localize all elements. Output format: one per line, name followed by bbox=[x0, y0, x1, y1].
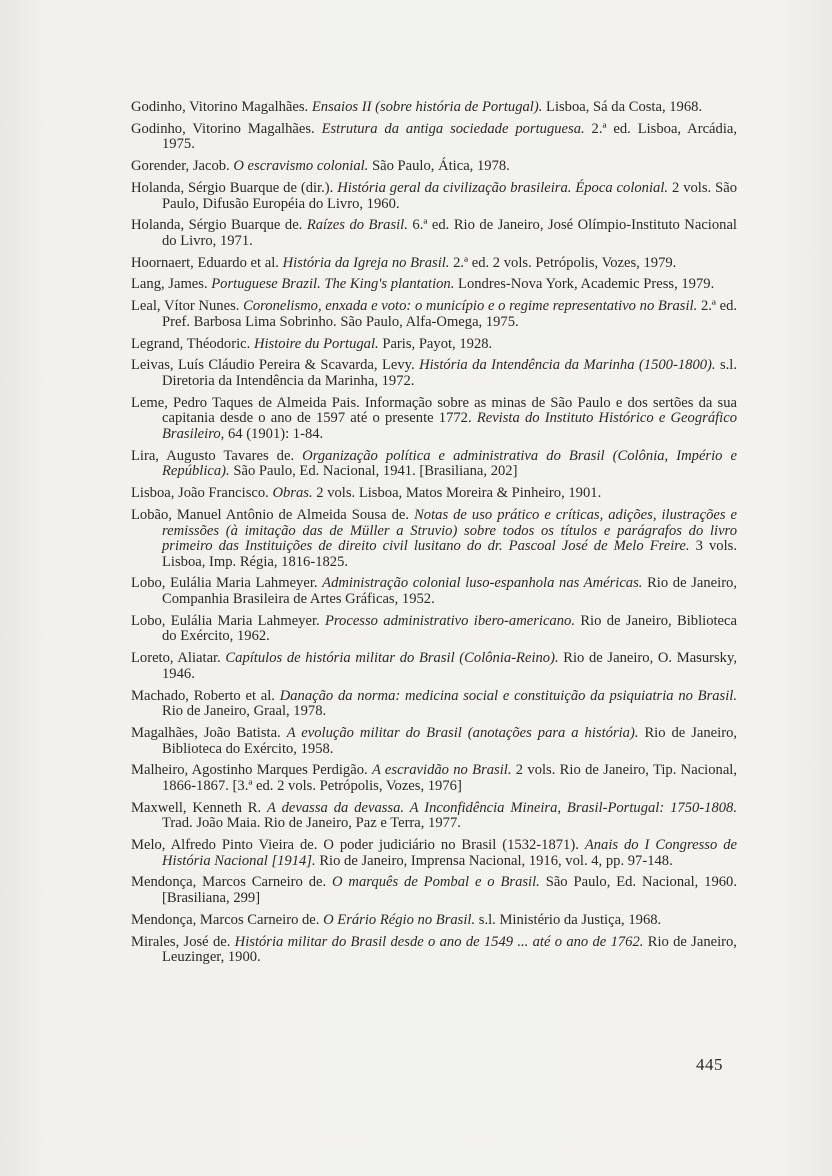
bibliography-entry bbox=[131, 614, 737, 645]
entry-author: Lobo, Eulália Maria Lahmeyer. bbox=[131, 612, 320, 629]
entry-author: Lobo, Eulália Maria Lahmeyer. bbox=[131, 575, 318, 592]
bibliography-entry bbox=[131, 801, 737, 832]
bibliography-entry bbox=[131, 913, 737, 929]
entry-title: Revista do Instituto Histórico e Geográfico Brasileiro, bbox=[162, 410, 737, 442]
entry-publication: Lisboa, Sá da Costa, 1968. bbox=[546, 99, 703, 115]
entry-author: Lobão, Manuel Antônio de Almeida Sousa de. bbox=[131, 506, 410, 523]
entry-publication: Rio de Janeiro, Biblioteca do Exército, 1958. bbox=[162, 724, 738, 757]
entry-title: O escravismo colonial. bbox=[233, 158, 369, 175]
entry-publication: 2 vols. São Paulo, Difusão Européia do Livro, 1960. bbox=[162, 179, 738, 212]
bibliography-list bbox=[131, 100, 737, 972]
entry-publication: Rio de Janeiro, Companhia Brasileira de Artes Gráficas, 1952. bbox=[162, 575, 737, 608]
entry-title: Coronelismo, enxada e voto: o município e o regime representativo no Brasil. bbox=[243, 298, 698, 315]
entry-author: Godinho, Vitorino Magalhães. bbox=[131, 99, 309, 115]
entry-author: Leal, Vítor Nunes. bbox=[131, 298, 240, 315]
entry-publication: Rio de Janeiro, O. Masursky, 1946. bbox=[162, 650, 737, 682]
entry-title: Notas de uso prático e críticas, adições, ilustrações e remissões (à imitação das de Müller a Struvio) sobre todos os títulos e parágrafos do livro primeiro das Instituições de direito civil lusitano do dr. Pascoal José de Melo Freire. bbox=[162, 506, 738, 555]
entry-author: Hoornaert, Eduardo et al. bbox=[131, 254, 279, 271]
bibliography-entry bbox=[131, 100, 737, 116]
entry-publication: Rio de Janeiro, Imprensa Nacional, 1916, vol. 4, pp. 97-148. bbox=[319, 852, 673, 869]
bibliography-entry bbox=[131, 256, 737, 272]
bibliography-entry bbox=[131, 337, 737, 353]
entry-author: Malheiro, Agostinho Marques Perdigão. bbox=[131, 762, 368, 779]
bibliography-entry bbox=[131, 935, 737, 966]
bibliography-entry bbox=[131, 218, 737, 249]
bibliography-entry bbox=[131, 159, 737, 175]
entry-title: Portuguese Brazil. The King's plantation. bbox=[211, 276, 455, 293]
entry-title: Ensaios II (sobre história de Portugal). bbox=[311, 99, 543, 115]
entry-author: Mirales, José de. bbox=[131, 933, 231, 950]
entry-title: História da Igreja no Brasil. bbox=[282, 254, 450, 271]
bibliography-entry bbox=[131, 651, 737, 682]
bibliography-entry bbox=[131, 358, 737, 389]
entry-publication: Paris, Payot, 1928. bbox=[382, 335, 493, 352]
entry-title: História da Intendência da Marinha (1500-1800). bbox=[419, 357, 716, 374]
entry-publication: São Paulo, Ática, 1978. bbox=[372, 158, 510, 175]
entry-title: Anais do I Congresso de História Nacional [1914]. bbox=[162, 837, 737, 869]
entry-title: Estrutura da antiga sociedade portuguesa. bbox=[321, 120, 585, 137]
entry-publication: Rio de Janeiro, Biblioteca do Exército, 1962. bbox=[162, 612, 737, 645]
entry-author: Gorender, Jacob. bbox=[131, 158, 230, 175]
entry-publication: Rio de Janeiro, Graal, 1978. bbox=[162, 703, 327, 720]
bibliography-entry bbox=[131, 689, 737, 720]
entry-title: A devassa da devassa. A Inconfidência Mineira, Brasil-Portugal: 1750-1808. bbox=[267, 799, 737, 816]
bibliography-entry bbox=[131, 838, 737, 869]
entry-publication: 2 vols. Lisboa, Matos Moreira & Pinheiro, 1901. bbox=[316, 485, 602, 502]
entry-publication: 64 (1901): 1-84. bbox=[227, 425, 324, 442]
entry-publication: Londres-Nova York, Academic Press, 1979. bbox=[458, 276, 715, 293]
entry-publication: 6.ª ed. Rio de Janeiro, José Olímpio-Instituto Nacional do Livro, 1971. bbox=[162, 217, 737, 249]
bibliography-entry bbox=[131, 486, 737, 502]
entry-author: Lira, Augusto Tavares de. bbox=[131, 447, 295, 464]
bibliography-entry bbox=[131, 726, 737, 757]
entry-publication: 2 vols. Rio de Janeiro, Tip. Nacional, 1866-1867. [3.ª ed. 2 vols. Petrópolis, Vozes, 1976] bbox=[162, 762, 737, 794]
entry-title: O Erário Régio no Brasil. bbox=[323, 911, 476, 928]
entry-publication: 2.ª ed. Pref. Barbosa Lima Sobrinho. São Paulo, Alfa-Omega, 1975. bbox=[162, 298, 738, 330]
entry-publication: Rio de Janeiro, Leuzinger, 1900. bbox=[162, 933, 737, 966]
entry-publication: s.l. Ministério da Justiça, 1968. bbox=[478, 911, 662, 928]
entry-publication: 3 vols. Lisboa, Imp. Régia, 1816-1825. bbox=[162, 538, 737, 570]
entry-publication: s.l. Diretoria da Intendência da Marinha, 1972. bbox=[162, 357, 737, 389]
entry-author: Leivas, Luís Cláudio Pereira & Scavarda, Levy. bbox=[131, 357, 415, 374]
entry-author: Maxwell, Kenneth R. bbox=[131, 799, 262, 816]
entry-author: Legrand, Théodoric. bbox=[131, 335, 251, 352]
entry-publication: 2.ª ed. 2 vols. Petrópolis, Vozes, 1979. bbox=[453, 254, 677, 271]
entry-author: Holanda, Sérgio Buarque de. bbox=[131, 217, 303, 234]
bibliography-entry bbox=[131, 396, 737, 443]
entry-author: Leme, Pedro Taques de Almeida Pais. Informação sobre as minas de São Paulo e dos sertões da sua capitania desde o ano de 1597 até o presente 1772. bbox=[131, 394, 737, 427]
entry-title: A escravidão no Brasil. bbox=[371, 762, 512, 779]
entry-author: Mendonça, Marcos Carneiro de. bbox=[131, 911, 320, 928]
page-number: 445 bbox=[696, 1055, 723, 1074]
bibliography-entry bbox=[131, 299, 737, 330]
entry-author: Lang, James. bbox=[131, 276, 208, 293]
entry-title: Processo administrativo ibero-americano. bbox=[325, 612, 575, 629]
entry-author: Lisboa, João Francisco. bbox=[131, 485, 269, 502]
bibliography-entry bbox=[131, 763, 737, 794]
entry-author: Loreto, Aliatar. bbox=[131, 650, 221, 667]
entry-title: Organização política e administrativa do Brasil (Colônia, Império e República). bbox=[162, 447, 737, 480]
bibliography-entry bbox=[131, 576, 737, 607]
entry-title: Histoire du Portugal. bbox=[253, 335, 379, 352]
entry-title: Raízes do Brasil. bbox=[306, 217, 408, 234]
entry-author: Melo, Alfredo Pinto Vieira de. O poder judiciário no Brasil (1532-1871). bbox=[131, 837, 579, 854]
entry-author: Holanda, Sérgio Buarque de (dir.). bbox=[131, 179, 334, 196]
entry-author: Mendonça, Marcos Carneiro de. bbox=[131, 874, 327, 891]
entry-title: Obras. bbox=[272, 485, 313, 502]
entry-title: Administração colonial luso-espanhola nas Américas. bbox=[322, 575, 643, 592]
entry-title: Capítulos de história militar do Brasil (Colônia-Reino). bbox=[225, 650, 559, 667]
entry-publication: São Paulo, Ed. Nacional, 1960. [Brasiliana, 299] bbox=[162, 874, 738, 907]
entry-publication: Trad. João Maia. Rio de Janeiro, Paz e Terra, 1977. bbox=[162, 815, 461, 832]
bibliography-entry bbox=[131, 122, 737, 153]
entry-title: A evolução militar do Brasil (anotações para a história). bbox=[286, 724, 639, 741]
entry-publication: São Paulo, Ed. Nacional, 1941. [Brasiliana, 202] bbox=[233, 463, 518, 480]
entry-author: Godinho, Vitorino Magalhães. bbox=[131, 120, 315, 137]
bibliography-entry bbox=[131, 181, 737, 212]
bibliography-entry bbox=[131, 875, 737, 906]
bibliography-entry bbox=[131, 449, 737, 480]
entry-author: Magalhães, João Batista. bbox=[131, 724, 281, 741]
bibliography-entry bbox=[131, 277, 737, 293]
entry-title: História geral da civilização brasileira. Época colonial. bbox=[337, 179, 669, 196]
entry-author: Machado, Roberto et al. bbox=[131, 687, 275, 704]
entry-title: História militar do Brasil desde o ano de 1549 ... até o ano de 1762. bbox=[234, 933, 644, 950]
entry-title: Danação da norma: medicina social e constituição da psiquiatria no Brasil. bbox=[279, 687, 737, 704]
entry-publication: 2.ª ed. Lisboa, Arcádia, 1975. bbox=[162, 120, 737, 153]
bibliography-entry bbox=[131, 508, 737, 570]
entry-title: O marquês de Pombal e o Brasil. bbox=[332, 874, 540, 891]
